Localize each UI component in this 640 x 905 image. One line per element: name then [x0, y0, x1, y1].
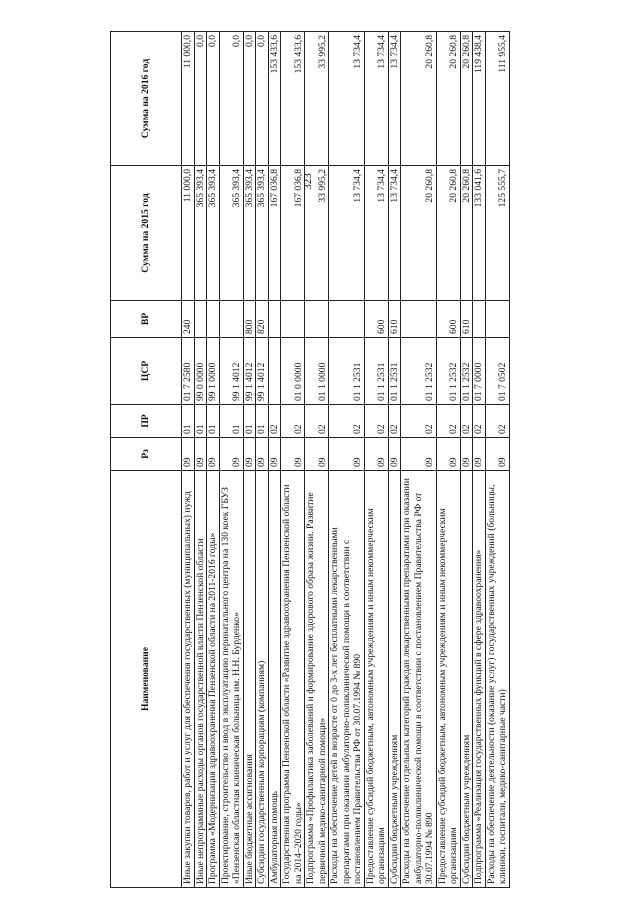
- row-sum-2016-cell: 0,0: [194, 32, 207, 166]
- row-rz-cell: 09: [243, 438, 256, 471]
- table-row: [219, 32, 243, 888]
- page-number: 323: [301, 173, 314, 190]
- table-row: [194, 32, 207, 888]
- table-row: [388, 32, 401, 888]
- row-pr-cell: 02: [485, 405, 509, 438]
- table-row: [305, 32, 329, 888]
- row-rz-cell: 09: [182, 438, 195, 471]
- row-pr-cell: 02: [401, 405, 437, 438]
- row-rz-cell: 09: [436, 438, 460, 471]
- row-vr-cell: 610: [388, 301, 401, 338]
- rotated-table-container: [110, 32, 563, 888]
- row-sum-2016-cell: 111 955,4: [485, 32, 509, 166]
- row-csr-cell: 99 0 0000: [194, 338, 207, 405]
- row-name-cell: Амбулаторная помощь: [268, 471, 281, 888]
- row-pr-cell: 01: [194, 405, 207, 438]
- row-csr-cell: 01 1 2531: [329, 338, 365, 405]
- row-rz-cell: 09: [485, 438, 509, 471]
- row-csr-cell: 01 1 2532: [436, 338, 460, 405]
- row-csr-cell: 01 7 2580: [182, 338, 195, 405]
- row-sum-2015-cell: 167 036,8: [281, 166, 305, 301]
- row-name-cell: Субсидии бюджетным учреждениям: [460, 471, 473, 888]
- row-sum-2015-cell: 133 041,6: [473, 166, 486, 301]
- row-vr-cell: 800: [243, 301, 256, 338]
- row-vr-cell: [305, 301, 329, 338]
- row-pr-cell: 02: [329, 405, 365, 438]
- table-row: [243, 32, 256, 888]
- row-sum-2015-cell: 125 555,7: [485, 166, 509, 301]
- row-name-cell: Иные закупки товаров, работ и услуг для обеспечения государственных (муниципальных) нужд: [182, 471, 195, 888]
- row-rz-cell: 09: [329, 438, 365, 471]
- row-sum-2015-cell: 33 995,2: [305, 166, 329, 301]
- row-sum-2016-cell: 13 734,4: [329, 32, 365, 166]
- row-csr-cell: 01 1 2531: [364, 338, 388, 405]
- row-sum-2016-cell: 11 000,0: [182, 32, 195, 166]
- row-sum-2016-cell: 0,0: [256, 32, 269, 166]
- row-vr-cell: [329, 301, 365, 338]
- row-sum-2016-cell: 13 734,4: [364, 32, 388, 166]
- row-csr-cell: 99 1 4012: [219, 338, 243, 405]
- row-pr-cell: 01: [207, 405, 220, 438]
- row-sum-2015-cell: 11 000,0: [182, 166, 195, 301]
- row-pr-cell: 01: [256, 405, 269, 438]
- row-sum-2016-cell: 119 438,4: [473, 32, 486, 166]
- row-sum-2015-cell: 365 393,4: [256, 166, 269, 301]
- row-sum-2016-cell: 0,0: [207, 32, 220, 166]
- row-pr-cell: 02: [436, 405, 460, 438]
- row-rz-cell: 09: [460, 438, 473, 471]
- row-name-cell: Субсидии государственным корпорациям (компаниям): [256, 471, 269, 888]
- row-sum-2015-cell: 20 260,8: [436, 166, 460, 301]
- row-name-cell: Программа «Модернизация здравоохранения Пензенской области на 2011-2016 годы»: [207, 471, 220, 888]
- row-sum-2015-cell: 365 393,4: [194, 166, 207, 301]
- row-vr-cell: 820: [256, 301, 269, 338]
- row-rz-cell: 09: [388, 438, 401, 471]
- table-row: [460, 32, 473, 888]
- row-name-cell: Предоставление субсидий бюджетным, автономным учреждениям и иным некоммерческим организациям: [364, 471, 388, 888]
- row-rz-cell: 09: [256, 438, 269, 471]
- table-header-row: [111, 32, 182, 888]
- row-vr-cell: [219, 301, 243, 338]
- row-name-cell: Проектирование, строительство и ввод в эксплуатацию перинатального центра на 130 коек ГБУЗ «Пензенская областная клиническая больница им. Н.Н. Бурденко»: [219, 471, 243, 888]
- row-rz-cell: 09: [207, 438, 220, 471]
- row-rz-cell: 09: [401, 438, 437, 471]
- row-name-cell: Подпрограмма «Реализация государственных функций в сфере здравоохранения»: [473, 471, 486, 888]
- row-rz-cell: 09: [473, 438, 486, 471]
- row-sum-2016-cell: 0,0: [219, 32, 243, 166]
- row-csr-cell: 01 1 2532: [460, 338, 473, 405]
- table-row: [182, 32, 195, 888]
- row-sum-2016-cell: 0,0: [243, 32, 256, 166]
- row-name-cell: Субсидии бюджетным учреждениям: [388, 471, 401, 888]
- row-sum-2015-cell: 365 393,4: [207, 166, 220, 301]
- row-vr-cell: [268, 301, 281, 338]
- row-name-cell: Расходы на обеспечение отдельных категорий граждан лекарственными препаратами при оказании амбулаторно-поликлинической помощи в соответствии с постановлением Правительства РФ от 30.07.1994 № 890: [401, 471, 437, 888]
- row-vr-cell: 600: [436, 301, 460, 338]
- row-rz-cell: 09: [194, 438, 207, 471]
- row-sum-2015-cell: 365 393,4: [243, 166, 256, 301]
- table-row: [268, 32, 281, 888]
- row-pr-cell: 01: [243, 405, 256, 438]
- table-body: [182, 32, 510, 888]
- row-csr-cell: 99 1 4012: [256, 338, 269, 405]
- header-csr: ЦСР: [111, 338, 182, 405]
- row-pr-cell: 01: [219, 405, 243, 438]
- row-sum-2015-cell: 13 734,4: [388, 166, 401, 301]
- row-vr-cell: [281, 301, 305, 338]
- table-row: [281, 32, 305, 888]
- row-vr-cell: 610: [460, 301, 473, 338]
- row-sum-2016-cell: 33 995,2: [305, 32, 329, 166]
- row-sum-2015-cell: 13 734,4: [329, 166, 365, 301]
- row-vr-cell: [485, 301, 509, 338]
- row-name-cell: Государственная программа Пензенской области «Развитие здравоохранения Пензенской области на 2014–2020 годы»: [281, 471, 305, 888]
- table-row: [473, 32, 486, 888]
- row-csr-cell: 99 1 4012: [243, 338, 256, 405]
- table-row: [401, 32, 437, 888]
- row-vr-cell: [473, 301, 486, 338]
- rotated-page-frame: [110, 32, 563, 888]
- row-pr-cell: 02: [388, 405, 401, 438]
- row-pr-cell: 02: [460, 405, 473, 438]
- row-sum-2015-cell: 20 260,8: [460, 166, 473, 301]
- row-name-cell: Предоставление субсидий бюджетным, автономным учреждениям и иным некоммерческим организациям: [436, 471, 460, 888]
- row-name-cell: Подпрограмма «Профилактика заболеваний и формирование здорового образа жизни. Развитие первичной медико-санитарной помощи»: [305, 471, 329, 888]
- table-row: [329, 32, 365, 888]
- row-vr-cell: 240: [182, 301, 195, 338]
- row-name-cell: Расходы на обеспечение детей в возрасте от 0 до 3-х лет бесплатными лекарственными препаратами при оказании амбулаторно-поликлинической помощи в соответствии с постановлением Правительства РФ от 30.07.1994 № 890: [329, 471, 365, 888]
- row-csr-cell: 01 7 0502: [485, 338, 509, 405]
- header-sum-2016: Сумма на 2016 год: [111, 32, 182, 166]
- table-row: [364, 32, 388, 888]
- row-pr-cell: 02: [281, 405, 305, 438]
- row-rz-cell: 09: [364, 438, 388, 471]
- header-rz: Рз: [111, 438, 182, 471]
- row-csr-cell: [268, 338, 281, 405]
- row-csr-cell: 01 1 0000: [305, 338, 329, 405]
- row-csr-cell: 01 7 0000: [473, 338, 486, 405]
- row-sum-2016-cell: 153 433,6: [281, 32, 305, 166]
- row-csr-cell: 01 1 2531: [388, 338, 401, 405]
- row-pr-cell: 02: [305, 405, 329, 438]
- row-vr-cell: [194, 301, 207, 338]
- row-pr-cell: 01: [182, 405, 195, 438]
- row-rz-cell: 09: [281, 438, 305, 471]
- row-csr-cell: 99 1 0000: [207, 338, 220, 405]
- row-name-cell: Иные бюджетные ассигнования: [243, 471, 256, 888]
- row-sum-2016-cell: 13 734,4: [388, 32, 401, 166]
- table-row: [485, 32, 509, 888]
- table-row: [207, 32, 220, 888]
- row-sum-2015-cell: 365 393,4: [219, 166, 243, 301]
- row-pr-cell: 02: [364, 405, 388, 438]
- row-sum-2016-cell: 20 260,8: [436, 32, 460, 166]
- header-name: Наименование: [111, 471, 182, 888]
- row-csr-cell: 01 1 2532: [401, 338, 437, 405]
- row-rz-cell: 09: [305, 438, 329, 471]
- header-vr: ВР: [111, 301, 182, 338]
- row-csr-cell: 01 0 0000: [281, 338, 305, 405]
- row-sum-2016-cell: 20 260,8: [401, 32, 437, 166]
- row-sum-2016-cell: 20 260,8: [460, 32, 473, 166]
- row-sum-2015-cell: 13 734,4: [364, 166, 388, 301]
- row-name-cell: Расходы на обеспечение деятельности (оказание услуг) государственных учреждений (больницы, клиники, госпитали, медико-санитарные части): [485, 471, 509, 888]
- header-sum-2015: Сумма на 2015 год: [111, 166, 182, 301]
- table-row: [436, 32, 460, 888]
- header-pr: ПР: [111, 405, 182, 438]
- row-pr-cell: 02: [268, 405, 281, 438]
- row-rz-cell: 09: [219, 438, 243, 471]
- row-pr-cell: 02: [473, 405, 486, 438]
- table-row: [256, 32, 269, 888]
- row-sum-2015-cell: 167 036,8: [268, 166, 281, 301]
- row-vr-cell: 600: [364, 301, 388, 338]
- row-rz-cell: 09: [268, 438, 281, 471]
- row-sum-2015-cell: 20 260,8: [401, 166, 437, 301]
- budget-table: [110, 31, 510, 888]
- row-vr-cell: [401, 301, 437, 338]
- row-name-cell: Иные непрограммные расходы органов государственной власти Пензенской области: [194, 471, 207, 888]
- row-vr-cell: [207, 301, 220, 338]
- row-sum-2016-cell: 153 433,6: [268, 32, 281, 166]
